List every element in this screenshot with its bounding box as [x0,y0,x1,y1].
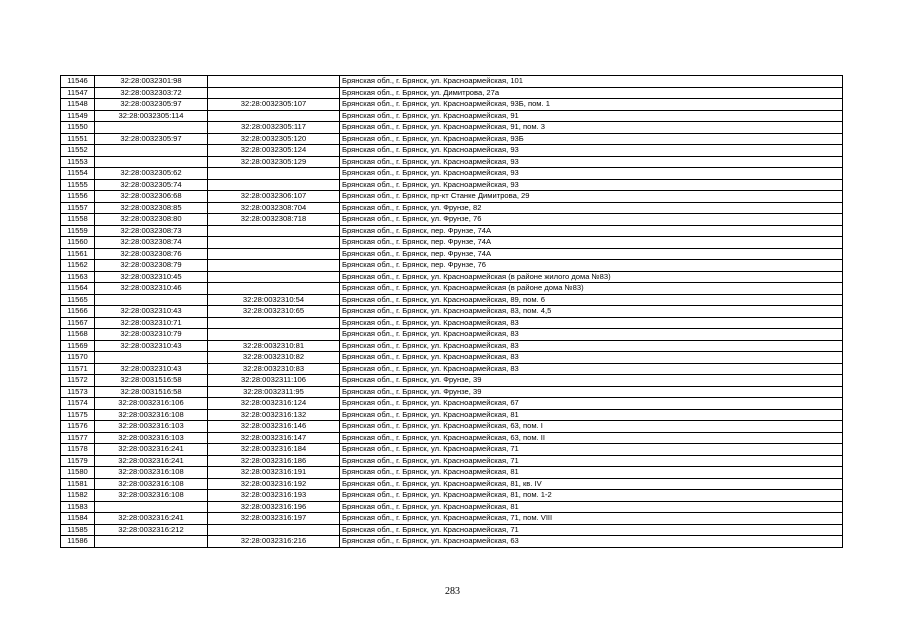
row-number-cell: 11559 [61,225,95,237]
row-number-cell: 11548 [61,99,95,111]
row-number-cell: 11586 [61,536,95,548]
land-cadastral-number-cell: 32:28:0032316:241 [95,444,208,456]
land-cadastral-number-cell [95,122,208,134]
address-cell: Брянская обл., г. Брянск, пер. Фрунзе, 74А [340,248,843,260]
row-number-cell: 11560 [61,237,95,249]
page-number: 283 [445,586,460,597]
table-row [61,260,843,272]
table-row [61,225,843,237]
row-number-cell: 11584 [61,513,95,525]
table-row [61,87,843,99]
land-cadastral-number-cell: 32:28:0032305:114 [95,110,208,122]
object-cadastral-number-cell [208,271,340,283]
table-row [61,329,843,341]
row-number-cell: 11568 [61,329,95,341]
table-row [61,444,843,456]
object-cadastral-number-cell: 32:28:0032305:124 [208,145,340,157]
address-cell: Брянская обл., г. Брянск, пер. Фрунзе, 74А [340,225,843,237]
address-cell: Брянская обл., г. Брянск, ул. Красноармейская, 83 [340,317,843,329]
object-cadastral-number-cell: 32:28:0032311:95 [208,386,340,398]
address-cell: Брянская обл., г. Брянск, ул. Красноармейская, 93Б [340,133,843,145]
object-cadastral-number-cell: 32:28:0032316:216 [208,536,340,548]
land-cadastral-number-cell [95,536,208,548]
table-row [61,467,843,479]
address-cell: Брянская обл., г. Брянск, ул. Димитрова, 27а [340,87,843,99]
table-row [61,237,843,249]
land-cadastral-number-cell: 32:28:0032310:79 [95,329,208,341]
land-cadastral-number-cell: 32:28:0032316:108 [95,409,208,421]
row-number-cell: 11558 [61,214,95,226]
row-number-cell: 11577 [61,432,95,444]
row-number-cell: 11573 [61,386,95,398]
land-cadastral-number-cell: 32:28:0032310:43 [95,340,208,352]
row-number-cell: 11571 [61,363,95,375]
object-cadastral-number-cell: 32:28:0032316:197 [208,513,340,525]
address-cell: Брянская обл., г. Брянск, ул. Фрунзе, 39 [340,375,843,387]
table-row [61,513,843,525]
table-row [61,306,843,318]
land-cadastral-number-cell: 32:28:0032316:106 [95,398,208,410]
table-row [61,99,843,111]
object-cadastral-number-cell [208,87,340,99]
table-row [61,179,843,191]
object-cadastral-number-cell: 32:28:0032316:132 [208,409,340,421]
address-cell: Брянская обл., г. Брянск, ул. Красноармейская, 101 [340,76,843,88]
object-cadastral-number-cell [208,76,340,88]
land-cadastral-number-cell: 32:28:0032303:72 [95,87,208,99]
object-cadastral-number-cell [208,110,340,122]
address-cell: Брянская обл., г. Брянск, ул. Красноармейская, 93 [340,168,843,180]
object-cadastral-number-cell: 32:28:0032316:196 [208,501,340,513]
land-cadastral-number-cell: 32:28:0032316:212 [95,524,208,536]
object-cadastral-number-cell: 32:28:0032311:106 [208,375,340,387]
address-cell: Брянская обл., г. Брянск, пер. Фрунзе, 74А [340,237,843,249]
row-number-cell: 11570 [61,352,95,364]
address-cell: Брянская обл., г. Брянск, ул. Красноармейская (в районе дома №83) [340,283,843,295]
land-cadastral-number-cell: 32:28:0032305:97 [95,133,208,145]
address-cell: Брянская обл., г. Брянск, ул. Красноармейская, 83 [340,352,843,364]
land-cadastral-number-cell: 32:28:0032308:85 [95,202,208,214]
object-cadastral-number-cell [208,179,340,191]
object-cadastral-number-cell: 32:28:0032316:186 [208,455,340,467]
table-row [61,191,843,203]
row-number-cell: 11546 [61,76,95,88]
address-cell: Брянская обл., г. Брянск, ул. Красноармейская, 71 [340,444,843,456]
land-cadastral-number-cell: 32:28:0032316:108 [95,467,208,479]
object-cadastral-number-cell: 32:28:0032316:146 [208,421,340,433]
object-cadastral-number-cell [208,168,340,180]
address-cell: Брянская обл., г. Брянск, ул. Красноармейская, 93 [340,145,843,157]
object-cadastral-number-cell: 32:28:0032316:124 [208,398,340,410]
address-cell: Брянская обл., г. Брянск, ул. Красноармейская, 83 [340,329,843,341]
object-cadastral-number-cell: 32:28:0032310:65 [208,306,340,318]
table-row [61,398,843,410]
address-cell: Брянская обл., г. Брянск, ул. Красноармейская, 81 [340,409,843,421]
table-row [61,294,843,306]
land-cadastral-number-cell: 32:28:0032310:43 [95,306,208,318]
address-cell: Брянская обл., г. Брянск, ул. Красноармейская, 93Б, пом. 1 [340,99,843,111]
address-cell: Брянская обл., г. Брянск, ул. Фрунзе, 76 [340,214,843,226]
table-row [61,110,843,122]
table-row [61,248,843,260]
table-row [61,421,843,433]
row-number-cell: 11578 [61,444,95,456]
land-cadastral-number-cell [95,294,208,306]
row-number-cell: 11554 [61,168,95,180]
row-number-cell: 11551 [61,133,95,145]
object-cadastral-number-cell: 32:28:0032310:54 [208,294,340,306]
land-cadastral-number-cell: 32:28:0031516:58 [95,386,208,398]
row-number-cell: 11576 [61,421,95,433]
object-cadastral-number-cell: 32:28:0032316:192 [208,478,340,490]
address-cell: Брянская обл., г. Брянск, ул. Красноармейская, 71 [340,455,843,467]
row-number-cell: 11580 [61,467,95,479]
row-number-cell: 11561 [61,248,95,260]
land-cadastral-number-cell: 32:28:0032310:71 [95,317,208,329]
table-row [61,340,843,352]
land-cadastral-number-cell: 32:28:0032316:103 [95,432,208,444]
table-row [61,455,843,467]
object-cadastral-number-cell: 32:28:0032316:193 [208,490,340,502]
row-number-cell: 11550 [61,122,95,134]
land-cadastral-number-cell: 32:28:0032316:241 [95,455,208,467]
land-cadastral-number-cell: 32:28:0032305:97 [95,99,208,111]
land-cadastral-number-cell: 32:28:0032310:46 [95,283,208,295]
row-number-cell: 11557 [61,202,95,214]
row-number-cell: 11569 [61,340,95,352]
object-cadastral-number-cell: 32:28:0032316:191 [208,467,340,479]
object-cadastral-number-cell: 32:28:0032306:107 [208,191,340,203]
table-row [61,76,843,88]
row-number-cell: 11567 [61,317,95,329]
object-cadastral-number-cell: 32:28:0032305:107 [208,99,340,111]
land-cadastral-number-cell: 32:28:0032316:108 [95,478,208,490]
land-cadastral-number-cell [95,352,208,364]
address-cell: Брянская обл., г. Брянск, ул. Красноармейская (в районе жилого дома №83) [340,271,843,283]
object-cadastral-number-cell [208,248,340,260]
land-cadastral-number-cell: 32:28:0032310:45 [95,271,208,283]
address-cell: Брянская обл., г. Брянск, ул. Красноармейская, 93 [340,179,843,191]
object-cadastral-number-cell [208,283,340,295]
table-row [61,478,843,490]
row-number-cell: 11575 [61,409,95,421]
table-row [61,536,843,548]
address-cell: Брянская обл., г. Брянск, ул. Красноармейская, 83, пом. 4,5 [340,306,843,318]
table-row [61,145,843,157]
land-cadastral-number-cell: 32:28:0032308:74 [95,237,208,249]
table-row [61,352,843,364]
object-cadastral-number-cell: 32:28:0032308:718 [208,214,340,226]
land-cadastral-number-cell: 32:28:0032308:79 [95,260,208,272]
address-cell: Брянская обл., г. Брянск, ул. Красноармейская, 91, пом. 3 [340,122,843,134]
object-cadastral-number-cell [208,225,340,237]
table-row [61,386,843,398]
address-cell: Брянская обл., г. Брянск, ул. Красноармейская, 93 [340,156,843,168]
object-cadastral-number-cell [208,260,340,272]
registry-table-body [61,76,843,548]
address-cell: Брянская обл., г. Брянск, пер. Фрунзе, 76 [340,260,843,272]
object-cadastral-number-cell: 32:28:0032316:184 [208,444,340,456]
land-cadastral-number-cell: 32:28:0032316:103 [95,421,208,433]
object-cadastral-number-cell [208,317,340,329]
row-number-cell: 11572 [61,375,95,387]
row-number-cell: 11562 [61,260,95,272]
table-row [61,271,843,283]
row-number-cell: 11585 [61,524,95,536]
address-cell: Брянская обл., г. Брянск, ул. Красноармейская, 81, кв. IV [340,478,843,490]
land-cadastral-number-cell [95,145,208,157]
object-cadastral-number-cell [208,237,340,249]
table-row [61,133,843,145]
row-number-cell: 11565 [61,294,95,306]
table-row [61,317,843,329]
address-cell: Брянская обл., г. Брянск, ул. Красноармейская, 83 [340,340,843,352]
land-cadastral-number-cell: 32:28:0032310:43 [95,363,208,375]
table-row [61,122,843,134]
table-row [61,283,843,295]
row-number-cell: 11566 [61,306,95,318]
table-row [61,168,843,180]
object-cadastral-number-cell: 32:28:0032305:117 [208,122,340,134]
address-cell: Брянская обл., г. Брянск, ул. Красноармейская, 71, пом. VIII [340,513,843,525]
table-row [61,501,843,513]
table-row [61,363,843,375]
address-cell: Брянская обл., г. Брянск, ул. Фрунзе, 82 [340,202,843,214]
row-number-cell: 11582 [61,490,95,502]
land-cadastral-number-cell: 32:28:0032301:98 [95,76,208,88]
row-number-cell: 11549 [61,110,95,122]
object-cadastral-number-cell: 32:28:0032310:81 [208,340,340,352]
land-cadastral-number-cell: 32:28:0032308:80 [95,214,208,226]
object-cadastral-number-cell: 32:28:0032316:147 [208,432,340,444]
object-cadastral-number-cell: 32:28:0032305:120 [208,133,340,145]
table-row [61,214,843,226]
row-number-cell: 11583 [61,501,95,513]
row-number-cell: 11563 [61,271,95,283]
address-cell: Брянская обл., г. Брянск, ул. Красноармейская, 67 [340,398,843,410]
row-number-cell: 11555 [61,179,95,191]
address-cell: Брянская обл., г. Брянск, ул. Красноармейская, 63 [340,536,843,548]
address-cell: Брянская обл., г. Брянск, ул. Красноармейская, 91 [340,110,843,122]
object-cadastral-number-cell [208,524,340,536]
row-number-cell: 11553 [61,156,95,168]
land-cadastral-number-cell: 32:28:0032306:68 [95,191,208,203]
address-cell: Брянская обл., г. Брянск, ул. Красноармейская, 81 [340,501,843,513]
address-cell: Брянская обл., г. Брянск, ул. Красноармейская, 89, пом. 6 [340,294,843,306]
address-cell: Брянская обл., г. Брянск, пр-кт Станке Димитрова, 29 [340,191,843,203]
land-cadastral-number-cell [95,156,208,168]
row-number-cell: 11556 [61,191,95,203]
address-cell: Брянская обл., г. Брянск, ул. Фрунзе, 39 [340,386,843,398]
object-cadastral-number-cell [208,329,340,341]
table-row [61,490,843,502]
land-cadastral-number-cell: 32:28:0032316:108 [95,490,208,502]
land-cadastral-number-cell: 32:28:0031516:58 [95,375,208,387]
land-cadastral-number-cell: 32:28:0032316:241 [95,513,208,525]
land-cadastral-number-cell: 32:28:0032305:74 [95,179,208,191]
address-cell: Брянская обл., г. Брянск, ул. Красноармейская, 63, пом. I [340,421,843,433]
land-cadastral-number-cell [95,501,208,513]
table-row [61,409,843,421]
land-cadastral-number-cell: 32:28:0032308:73 [95,225,208,237]
table-row [61,432,843,444]
address-cell: Брянская обл., г. Брянск, ул. Красноармейская, 71 [340,524,843,536]
row-number-cell: 11552 [61,145,95,157]
row-number-cell: 11581 [61,478,95,490]
address-cell: Брянская обл., г. Брянск, ул. Красноармейская, 83 [340,363,843,375]
object-cadastral-number-cell: 32:28:0032305:129 [208,156,340,168]
row-number-cell: 11574 [61,398,95,410]
land-cadastral-number-cell: 32:28:0032308:76 [95,248,208,260]
table-row [61,202,843,214]
object-cadastral-number-cell: 32:28:0032310:83 [208,363,340,375]
address-cell: Брянская обл., г. Брянск, ул. Красноармейская, 81 [340,467,843,479]
object-cadastral-number-cell: 32:28:0032310:82 [208,352,340,364]
address-cell: Брянская обл., г. Брянск, ул. Красноармейская, 63, пом. II [340,432,843,444]
row-number-cell: 11564 [61,283,95,295]
table-row [61,375,843,387]
table-row [61,156,843,168]
row-number-cell: 11547 [61,87,95,99]
registry-table [60,75,843,548]
row-number-cell: 11579 [61,455,95,467]
land-cadastral-number-cell: 32:28:0032305:62 [95,168,208,180]
table-row [61,524,843,536]
object-cadastral-number-cell: 32:28:0032308:704 [208,202,340,214]
address-cell: Брянская обл., г. Брянск, ул. Красноармейская, 81, пом. 1-2 [340,490,843,502]
